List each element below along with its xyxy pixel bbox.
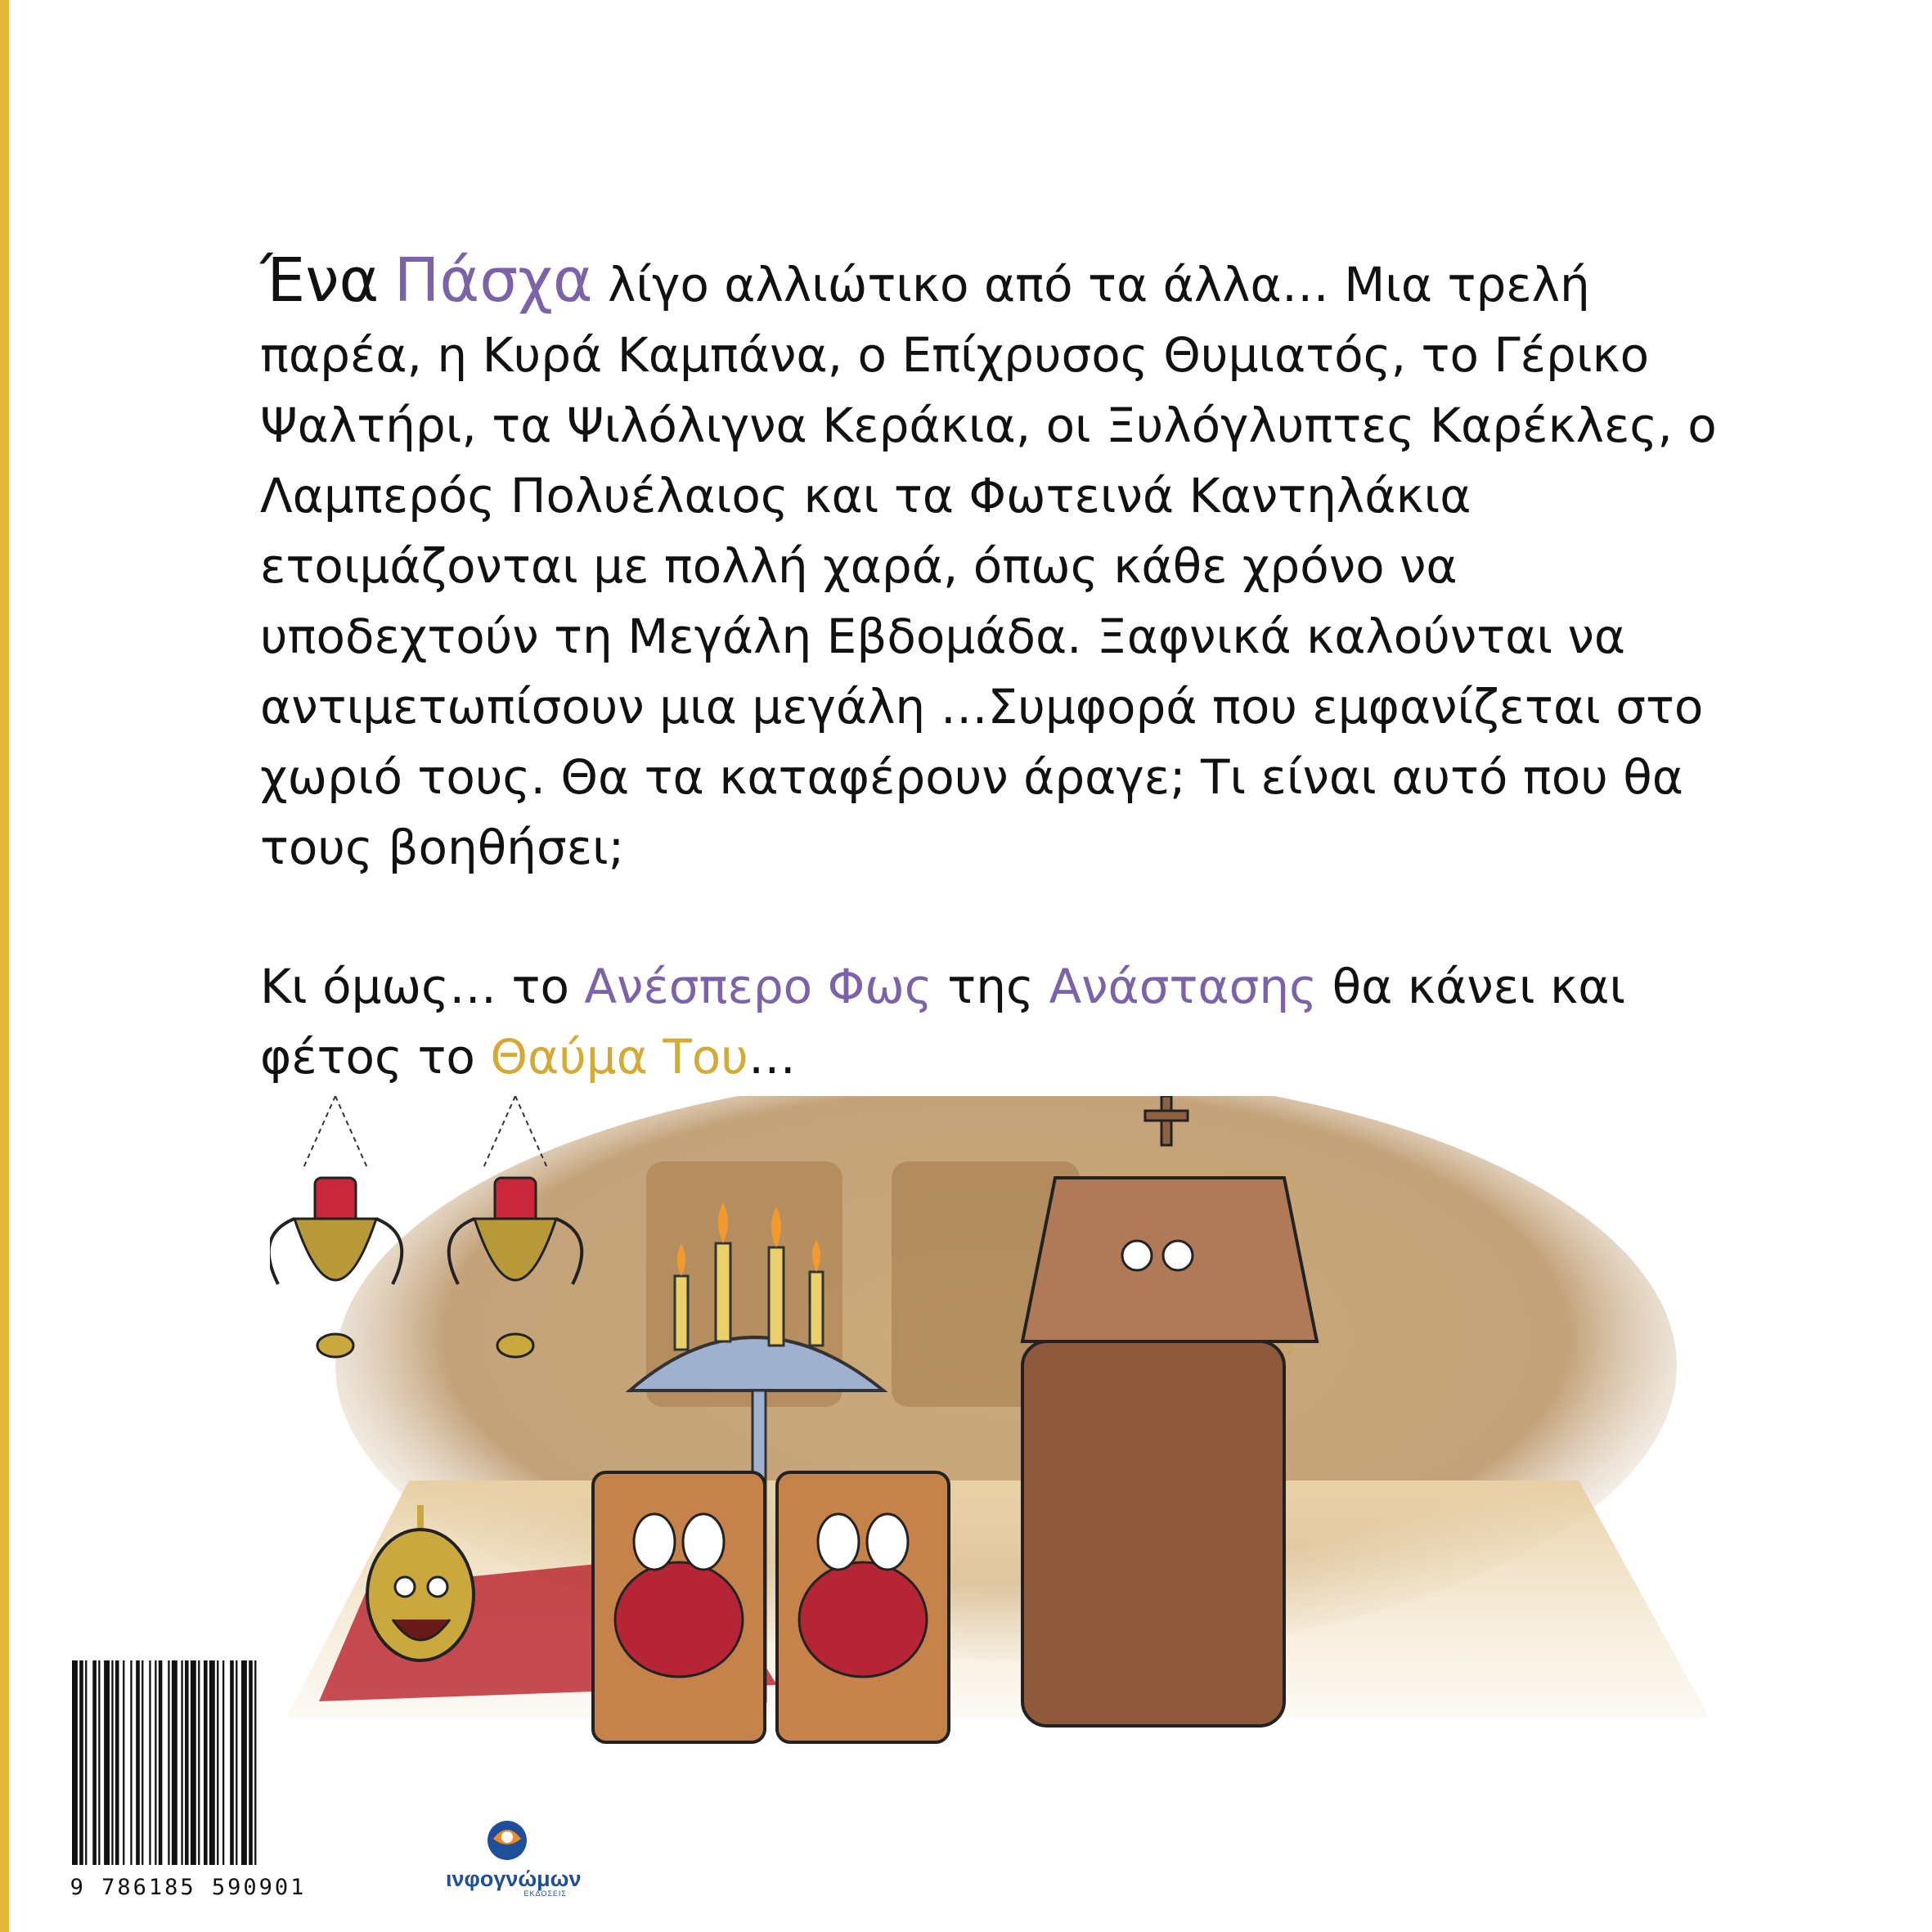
wooden-chair-right [777, 1472, 949, 1742]
blurb-paragraph-1-text: λίγο αλλιώτικο από τα άλλα… Μια τρελή παρέα, η Κυρά Καμπάνα, ο Επίχρυσος Θυμιατός, το Γέρικο Ψαλτήρι, τα Ψιλόλιγνα Κεράκια, οι Ξυλόγλυπτες Καρέκλες, ο Λαμπερός Πολυέλαιος και τα Φωτεινά Καντηλάκια ετοιμάζονται με πολλή χαρά, όπως κάθε χρόνο να υποδεχτούν τη Μεγάλη Εβδομάδα. Ξαφνικά καλούνται να αντιμετωπίσουν μια μεγάλη …Συμφορά που εμφανίζεται στο χωριό τους. Θα τα καταφέρουν άραγε; Τι είναι αυτό που θα τους βοηθήσει; [260, 257, 1717, 875]
barcode-bar [142, 1660, 143, 1865]
blurb-p2-part-d: … [748, 1029, 796, 1085]
barcode-bar [85, 1660, 87, 1865]
barcode-bar [241, 1660, 247, 1865]
barcode-bar [98, 1660, 100, 1865]
barcode-bar [172, 1660, 177, 1865]
highlight-pascha: Πάσχα [393, 245, 593, 316]
highlight-anespero-fos: Ανέσπερο Φως [584, 959, 932, 1014]
blurb-p2-part-b: της [932, 959, 1049, 1014]
barcode-bar [181, 1660, 182, 1865]
publisher-name: ινφογνώμων [446, 1867, 582, 1891]
barcode-bar [230, 1660, 234, 1865]
blurb-paragraph-2 [260, 951, 1732, 1092]
barcode-bar [72, 1660, 78, 1865]
barcode-bar [79, 1660, 83, 1865]
wooden-chair-left [593, 1472, 765, 1742]
barcode-bar [254, 1660, 256, 1865]
barcode-bar [249, 1660, 253, 1865]
highlight-thavma-tou: Θαύμα Του [490, 1029, 748, 1085]
publisher-logo [446, 1814, 582, 1904]
barcode-bar [104, 1660, 110, 1865]
church-illustration [270, 1096, 1783, 1775]
barcode-bar [168, 1660, 169, 1865]
blurb-first-word: Ένα [260, 245, 380, 316]
barcode-bar [209, 1660, 215, 1865]
barcode-bar [185, 1660, 189, 1865]
blurb-paragraph-1 [260, 245, 1732, 883]
barcode-bar [149, 1660, 151, 1865]
publisher-subtitle: ΕΚΔΟΣΕΙΣ [523, 1889, 567, 1898]
lectern [1022, 1096, 1317, 1726]
barcode-bar [130, 1660, 132, 1865]
barcode-bar [111, 1660, 113, 1865]
barcode-bar [222, 1660, 224, 1865]
blurb-p2-part-a: Κι όμως… το [260, 959, 585, 1014]
highlight-anastasis: Ανάστασης [1049, 959, 1318, 1014]
back-cover-blurb [260, 245, 1732, 1092]
barcode-bar [191, 1660, 196, 1865]
barcode-bar [204, 1660, 208, 1865]
barcode-bar [136, 1660, 140, 1865]
publisher-emblem-icon [446, 1814, 568, 1863]
blurb-p2-part-c: θα κάνει και φέτος το [260, 959, 1626, 1085]
barcode-bar [155, 1660, 156, 1865]
barcode-bar [198, 1660, 200, 1865]
barcode-bar [236, 1660, 237, 1865]
isbn-barcode [65, 1660, 311, 1914]
barcode-bar [115, 1660, 119, 1865]
gold-side-bar [0, 0, 9, 1932]
barcode-bar [217, 1660, 218, 1865]
barcode-bar [123, 1660, 124, 1865]
barcode-bar [92, 1660, 97, 1865]
isbn-digits: 9 786185 590901 [70, 1875, 307, 1900]
barcode-bar [159, 1660, 163, 1865]
barcode-bars [65, 1660, 311, 1871]
